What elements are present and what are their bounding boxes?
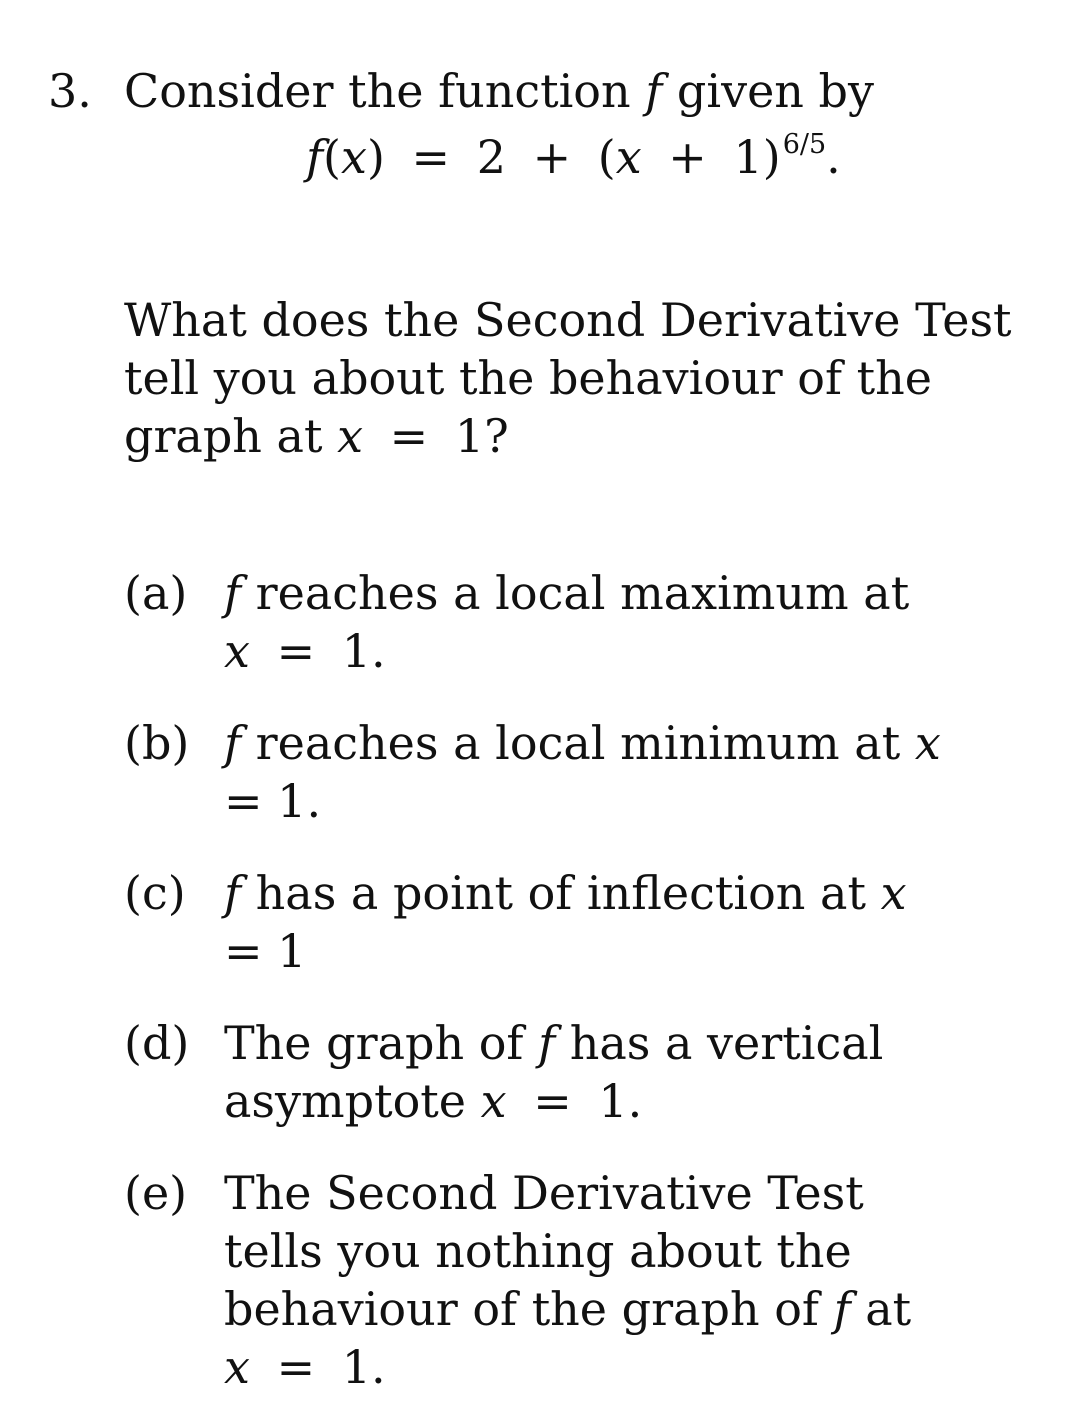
- option-a-line-2: x = 1.: [224, 624, 386, 678]
- option-b-label: (b): [124, 716, 190, 770]
- option-a-label: (a): [124, 566, 188, 620]
- eq-equals: =: [411, 130, 451, 184]
- eq-exponent: 6/5: [782, 129, 827, 160]
- option-b-line-1: f reaches a local minimum at x: [224, 716, 941, 770]
- option-e-label: (e): [124, 1166, 188, 1220]
- eq-lhs: f: [306, 130, 324, 184]
- eq-plus: +: [532, 130, 572, 184]
- eq-open: (: [597, 130, 616, 184]
- option-a-line-1: f reaches a local maximum at: [224, 566, 910, 620]
- eq-x: x: [615, 130, 642, 184]
- option-e-line-2: tells you nothing about the: [224, 1224, 852, 1278]
- intro-tail: given by: [676, 64, 874, 118]
- question-line-3: graph at x = 1?: [124, 409, 509, 463]
- option-c-line-2: = 1: [224, 924, 307, 978]
- function-equation: [306, 129, 841, 184]
- intro-text: Consider the function: [124, 64, 631, 118]
- eq-end: .: [826, 130, 841, 184]
- option-d-label: (d): [124, 1016, 190, 1070]
- option-e-line-4: x = 1.: [224, 1340, 386, 1394]
- option-e-line-3: behaviour of the graph of f at: [224, 1282, 912, 1336]
- option-e-line-1: The Second Derivative Test: [224, 1166, 864, 1220]
- eq-rhs-b: 1): [733, 130, 781, 184]
- intro-var: f: [645, 64, 663, 118]
- option-b-line-2: = 1.: [224, 774, 322, 828]
- option-d-line-2: asymptote x = 1.: [224, 1074, 643, 1128]
- option-d-line-1: The graph of f has a vertical: [224, 1016, 884, 1070]
- problem-number: 3.: [48, 64, 92, 118]
- option-c-label: (c): [124, 866, 186, 920]
- problem-intro: [124, 64, 874, 118]
- eq-lhs-arg: (x): [323, 130, 385, 184]
- option-c-line-1: f has a point of inflection at x: [224, 866, 907, 920]
- question-line-2: tell you about the behaviour of the: [124, 351, 932, 405]
- eq-rhs-a: 2: [476, 130, 506, 184]
- question-line-1: What does the Second Derivative Test: [124, 293, 1012, 347]
- eq-plus-2: +: [668, 130, 707, 184]
